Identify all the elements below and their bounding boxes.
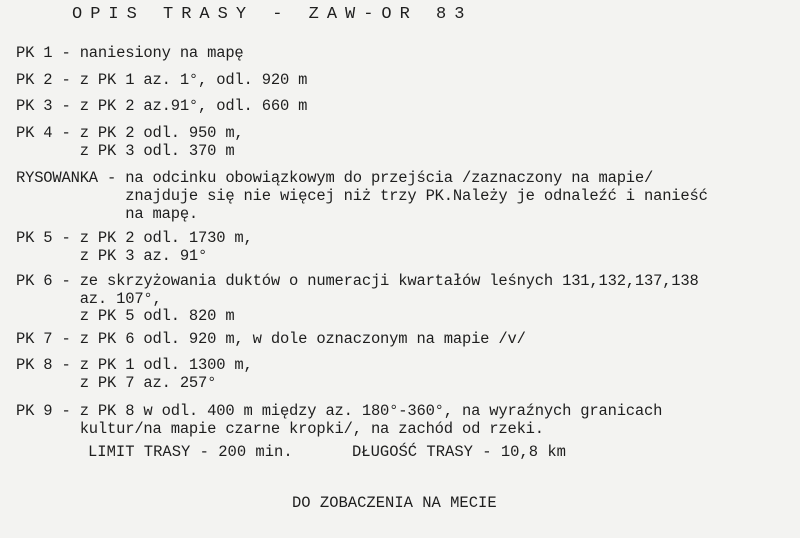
pk9-line-cont: kultur/na mapie czarne kropki/, na zachód od rzeki. <box>16 420 544 438</box>
pk6-line-end: z PK 5 odl. 820 m <box>16 307 235 325</box>
route-length: DŁUGOŚĆ TRASY - 10,8 km <box>352 443 566 461</box>
pk8-line-cont: z PK 7 az. 257° <box>16 374 217 392</box>
rysowanka-line-end: na mapę. <box>16 205 199 223</box>
rysowanka-line-cont: znajduje się nie więcej niż trzy PK.Należy je odnaleźć i nanieść <box>16 187 708 205</box>
pk1-line: PK 1 - naniesiony na mapę <box>16 44 244 62</box>
pk5-line-cont: z PK 3 az. 91° <box>16 247 208 265</box>
pk9-line: PK 9 - z PK 8 w odl. 400 m między az. 180°-360°, na wyraźnych granicach <box>16 402 663 420</box>
pk5-line: PK 5 - z PK 2 odl. 1730 m, <box>16 229 253 247</box>
route-limit: LIMIT TRASY - 200 min. <box>88 443 293 461</box>
pk4-line-cont: z PK 3 odl. 370 m <box>16 142 235 160</box>
pk6-line-cont: az. 107°, <box>16 290 162 308</box>
closing-line: DO ZOBACZENIA NA MECIE <box>292 494 497 512</box>
rysowanka-line: RYSOWANKA - na odcinku obowiązkowym do przejścia /zaznaczony na mapie/ <box>16 169 654 187</box>
pk3-line: PK 3 - z PK 2 az.91°, odl. 660 m <box>16 97 308 115</box>
pk8-line: PK 8 - z PK 1 odl. 1300 m, <box>16 356 253 374</box>
pk6-line: PK 6 - ze skrzyżowania duktów o numeracji kwartałów leśnych 131,132,137,138 <box>16 272 699 290</box>
pk7-line: PK 7 - z PK 6 odl. 920 m, w dole oznaczonym na mapie /v/ <box>16 330 526 348</box>
pk2-line: PK 2 - z PK 1 az. 1°, odl. 920 m <box>16 71 308 89</box>
document-title: OPIS TRASY - ZAW-OR 83 <box>72 5 473 24</box>
pk4-line: PK 4 - z PK 2 odl. 950 m, <box>16 124 244 142</box>
